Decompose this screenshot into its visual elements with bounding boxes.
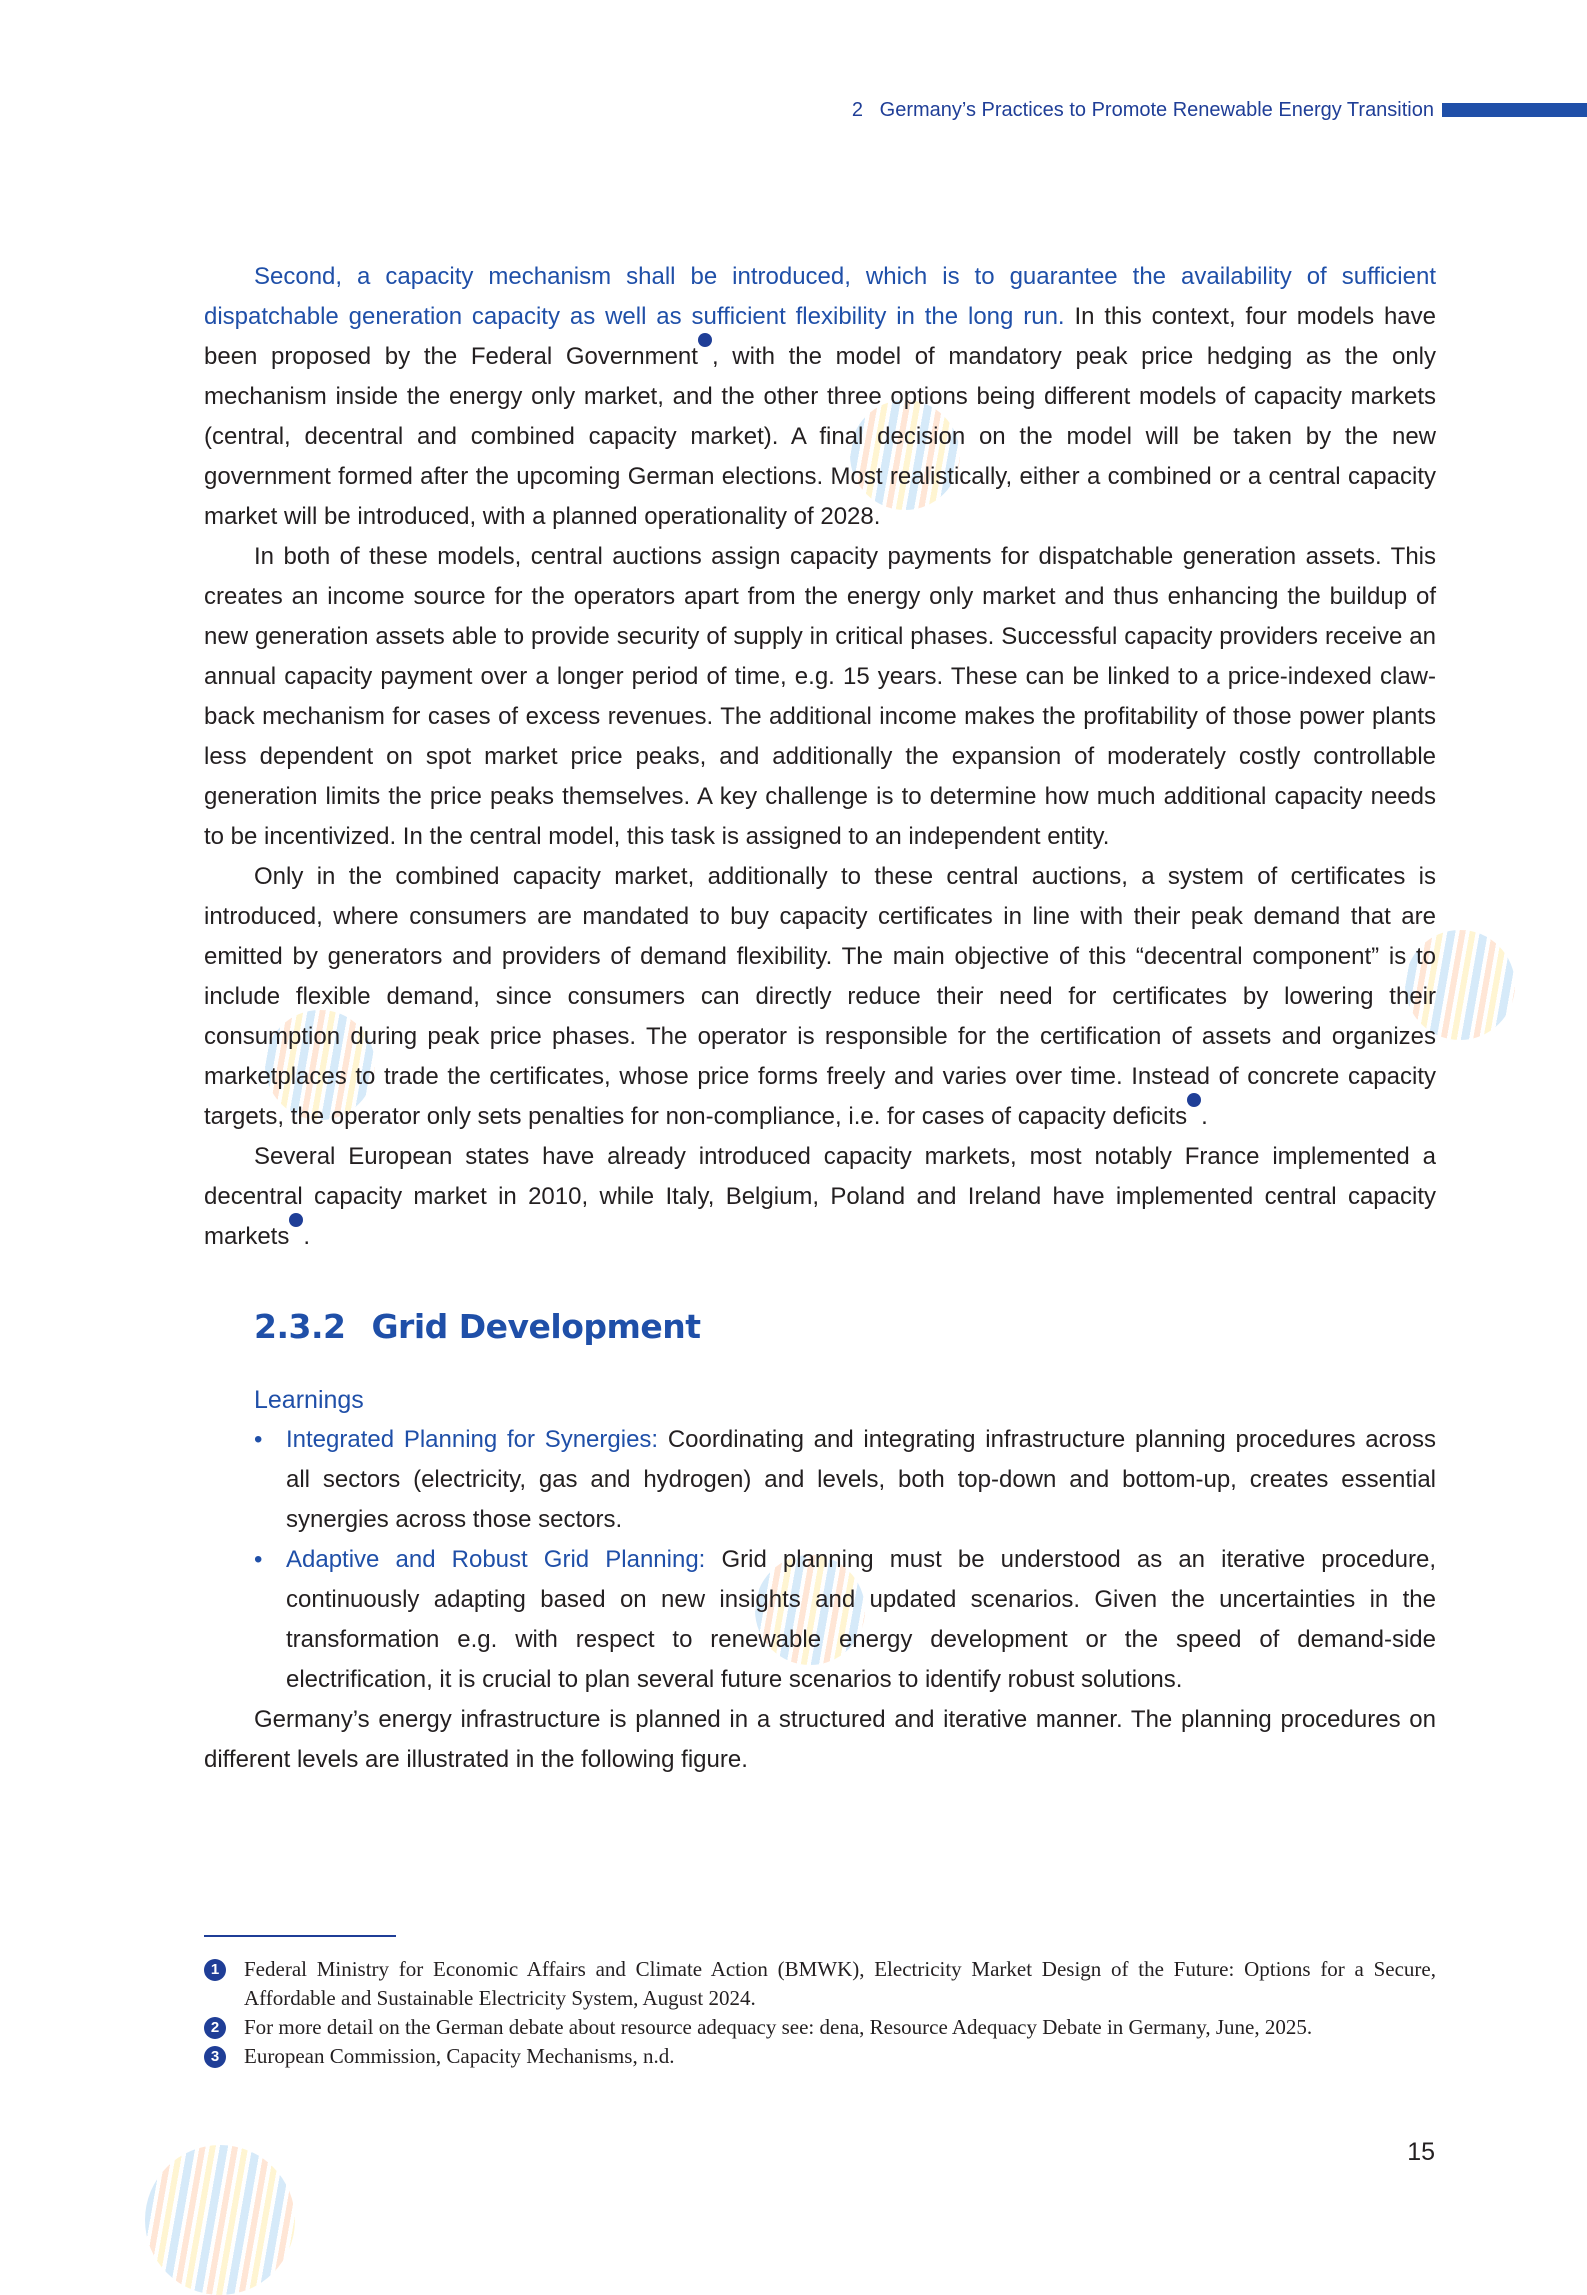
footnote-2 [204, 2013, 1436, 2042]
paragraph-text: . [303, 1223, 311, 1250]
learning-label: Adaptive and Robust Grid Planning: [286, 1546, 706, 1573]
learnings-list [204, 1420, 1436, 1700]
paragraph-text: In this context, four models have been proposed by the Federal Government [204, 303, 1436, 370]
paragraph-text: Several European states have already introduced capacity markets, most notably France implemented a decentral capacity market in 2010, while Italy, Belgium, Poland and Ireland have implemented central capacity markets [204, 1143, 1436, 1250]
footnote-divider [204, 1935, 396, 1937]
paragraph-text: Only in the combined capacity market, additionally to these central auctions, a system of certificates is introduced, where consumers are mandated to buy capacity certificates in line with their peak demand that are emitted by generators and providers of demand flexibility. The main objective of this “decentral component” is to include flexible demand, since consumers can directly reduce their need for certificates by lowering their consumption during peak price phases. The operator is responsible for the certification of assets and organizes marketplaces to trade the certificates, whose price forms freely and varies over time. Instead of concrete capacity targets, the operator only sets penalties for non-compliance, i.e. for cases of capacity deficits [204, 863, 1436, 1130]
header-accent-bar [1442, 103, 1587, 117]
footnote-ref-mark: 2 [1187, 1093, 1201, 1107]
learning-label: Integrated Planning for Synergies: [286, 1426, 659, 1453]
running-header [852, 96, 1587, 124]
footnote-ref-2[interactable] [1187, 1092, 1243, 1106]
section-heading [254, 1307, 1436, 1346]
learnings-title: Learnings [254, 1386, 364, 1414]
footnote-number-icon: 2 [204, 2017, 226, 2039]
paragraph-european-states [204, 1137, 1436, 1257]
footnote-ref-mark: 3 [289, 1213, 303, 1227]
paragraph-combined-market [204, 857, 1436, 1137]
paragraph-text: . [1201, 1103, 1208, 1130]
footnote-number-icon: 1 [204, 1959, 226, 1981]
header-chapter [852, 99, 1434, 122]
footnote-1 [204, 1955, 1436, 2013]
footnote-3 [204, 2042, 1436, 2071]
page-number: 15 [1407, 2138, 1435, 2166]
list-item [254, 1540, 1436, 1700]
main-content [204, 257, 1436, 1780]
paragraph-central-auctions: In both of these models, central auctions assign capacity payments for dispatchable generation assets. This creates an income source for the operators apart from the energy only market and thus enhancing the buildup of new generation assets able to provide security of supply in critical phases. Successful capacity providers receive an annual capacity payment over a longer period of time, e.g. 15 years. These can be linked to a price-indexed claw-back mechanism for cases of excess revenues. The additional income makes the profitability of those power plants less dependent on spot market price peaks, and additionally the expansion of moderately costly controllable generation limits the price peaks themselves. A key challenge is to determine how much additional capacity needs to be incentivized. In the central model, this task is assigned to an independent entity. [204, 543, 1436, 850]
footnote-text: For more detail on the German debate about resource adequacy see: dena, Resource Adequacy Debate in Germany, June, 2025. [244, 2015, 1313, 2039]
header-chapter-title: Germany’s Practices to Promote Renewable Energy Transition [879, 98, 1434, 121]
footnote-ref-1[interactable] [698, 332, 754, 346]
learning-text: Grid planning must be understood as an iterative procedure, continuously adapting based on new insights and updated scenarios. Given the uncertainties in the transformation e.g. with respect to renewable energy development or the speed of demand-side electrification, it is crucial to plan several future scenarios to identify robust solutions. [286, 1546, 1437, 1693]
bullet-icon: • [254, 1546, 263, 1573]
highlight-text: Second, a capacity mechanism shall be introduced, which is to guarantee the availability of sufficient dispatchable generation capacity as well as sufficient flexibility in the long run. [204, 263, 1436, 330]
paragraph-infrastructure: Germany’s energy infrastructure is planned in a structured and iterative manner. The planning procedures on different levels are illustrated in the following figure. [204, 1706, 1436, 1773]
watermark-logo [145, 2145, 295, 2295]
bullet-icon: • [254, 1426, 263, 1453]
learning-text: Coordinating and integrating infrastructure planning procedures across all sectors (electricity, gas and hydrogen) and levels, both top-down and bottom-up, creates essential synergies across those sectors. [286, 1426, 1436, 1533]
list-item [254, 1420, 1436, 1540]
footnote-text: Federal Ministry for Economic Affairs and Climate Action (BMWK), Electricity Market Design of the Future: Options for a Secure, Affordable and Sustainable Electricity System, August 2024. [244, 1957, 1436, 2010]
header-chapter-number: 2 [851, 98, 863, 121]
footnotes [204, 1955, 1436, 2071]
paragraph-capacity-mechanism [204, 257, 1436, 537]
paragraph-text: , with the model of mandatory peak price hedging as the only mechanism inside the energy only market, and the other three options being different models of capacity markets (central, decentral and combined capacity market). A final decision on the model will be taken by the new government formed after the upcoming German elections. Most realistically, either a combined or a central capacity market will be introduced, with a planned operationality of 2028. [204, 343, 1436, 530]
section-number: 2.3.2 [254, 1307, 346, 1346]
footnote-ref-3[interactable] [289, 1212, 345, 1226]
footnote-text: European Commission, Capacity Mechanisms, n.d. [244, 2044, 675, 2068]
footnote-ref-mark: 1 [698, 333, 712, 347]
section-title: Grid Development [371, 1307, 701, 1346]
footnote-number-icon: 3 [204, 2046, 226, 2068]
